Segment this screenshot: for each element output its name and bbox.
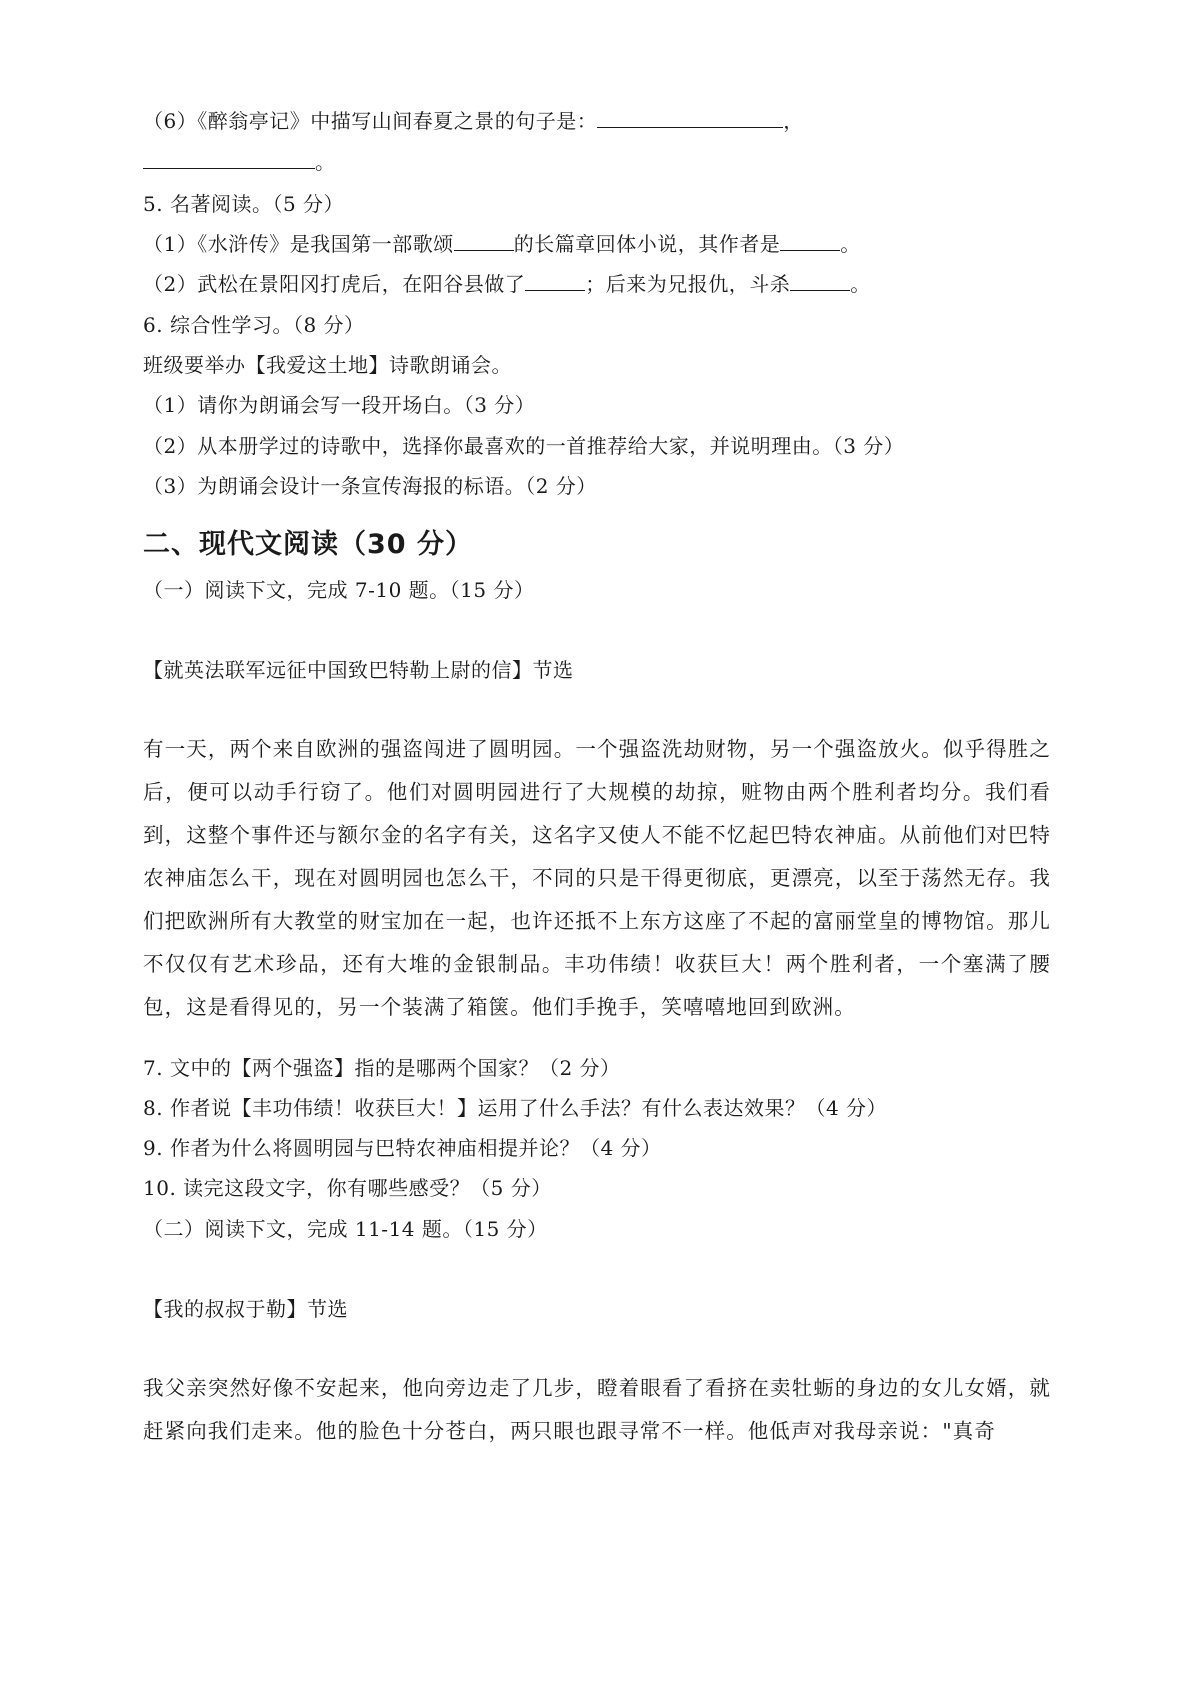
question-4-6-continuation	[143, 148, 336, 176]
section-heading: 二、现代文阅读（30 分）	[143, 529, 473, 560]
passage-2-title: 【我的叔叔于勒】节选	[143, 1297, 348, 1321]
passage-2-text: 我父亲突然好像不安起来，他向旁边走了几步，瞪着眼看了看挤在卖牡蛎的身边的女儿女婿，就赶紧向我们走来。他的脸色十分苍白，两只眼也跟寻常不一样。他低声对我母亲说："真奇	[143, 1376, 1051, 1443]
answer-blank[interactable]	[780, 232, 840, 251]
answer-blank[interactable]	[597, 109, 783, 128]
answer-blank[interactable]	[143, 150, 315, 169]
question-5-1-text-b: 的长篇章回体小说，其作者是	[513, 232, 781, 256]
answer-blank[interactable]	[790, 272, 850, 291]
question-6-title: 6. 综合性学习。（8 分）	[143, 313, 365, 337]
question-10: 10. 读完这段文字，你有哪些感受？（5 分）	[143, 1176, 552, 1200]
passage-1-text: 有一天，两个来自欧洲的强盗闯进了圆明园。一个强盗洗劫财物，另一个强盗放火。似乎得胜之后，便可以动手行窃了。他们对圆明园进行了大规模的劫掠，赃物由两个胜利者均分。我们看到，这整个事件还与额尔金的名字有关，这名字又使人不能不忆起巴特农神庙。从前他们对巴特农神庙怎么干，现在对圆明园也怎么干，不同的只是干得更彻底，更漂亮，以至于荡然无存。我们把欧洲所有大教堂的财宝加在一起，也许还抵不上东方这座了不起的富丽堂皇的博物馆。那儿不仅仅有艺术珍品，还有大堆的金银制品。丰功伟绩！收获巨大！两个胜利者，一个塞满了腰包，这是看得见的，另一个装满了箱箧。他们手挽手，笑嘻嘻地回到欧洲。	[143, 737, 1051, 1019]
question-5-2-text-a: （2）武松在景阳冈打虎后，在阳谷县做了	[143, 272, 526, 296]
question-5-2-text-c: 。	[850, 272, 871, 296]
question-5-1	[143, 230, 861, 258]
part-1-intro: （一）阅读下文，完成 7-10 题。（15 分）	[143, 578, 535, 602]
question-5-2-text-b: ；后来为兄报仇，斗杀	[585, 272, 791, 296]
question-6-intro: 班级要举办【我爱这土地】诗歌朗诵会。	[143, 353, 512, 377]
question-6-2: （2）从本册学过的诗歌中，选择你最喜欢的一首推荐给大家，并说明理由。（3 分）	[143, 434, 905, 458]
period: 。	[315, 150, 336, 174]
question-4-6	[143, 107, 804, 135]
question-6-3: （3）为朗诵会设计一条宣传海报的标语。（2 分）	[143, 474, 597, 498]
comma: ，	[783, 109, 804, 133]
question-5-title: 5. 名著阅读。（5 分）	[143, 192, 345, 216]
question-5-1-text-a: （1）《水浒传》是我国第一部歌颂	[143, 232, 454, 256]
answer-blank[interactable]	[525, 272, 585, 291]
question-4-6-text: （6）《醉翁亭记》中描写山间春夏之景的句子是：	[143, 109, 598, 133]
question-6-1: （1）请你为朗诵会写一段开场白。（3 分）	[143, 393, 536, 417]
part-2-intro: （二）阅读下文，完成 11-14 题。（15 分）	[143, 1217, 548, 1241]
question-8: 8. 作者说【丰功伟绩！收获巨大！】运用了什么手法？有什么表达效果？（4 分）	[143, 1096, 888, 1120]
answer-blank[interactable]	[454, 232, 514, 251]
passage-1-title: 【就英法联军远征中国致巴特勒上尉的信】节选	[143, 658, 574, 682]
question-5-2	[143, 270, 871, 298]
question-5-1-text-c: 。	[840, 232, 861, 256]
question-7: 7. 文中的【两个强盗】指的是哪两个国家？（2 分）	[143, 1056, 621, 1080]
question-9: 9. 作者为什么将圆明园与巴特农神庙相提并论？（4 分）	[143, 1136, 662, 1160]
